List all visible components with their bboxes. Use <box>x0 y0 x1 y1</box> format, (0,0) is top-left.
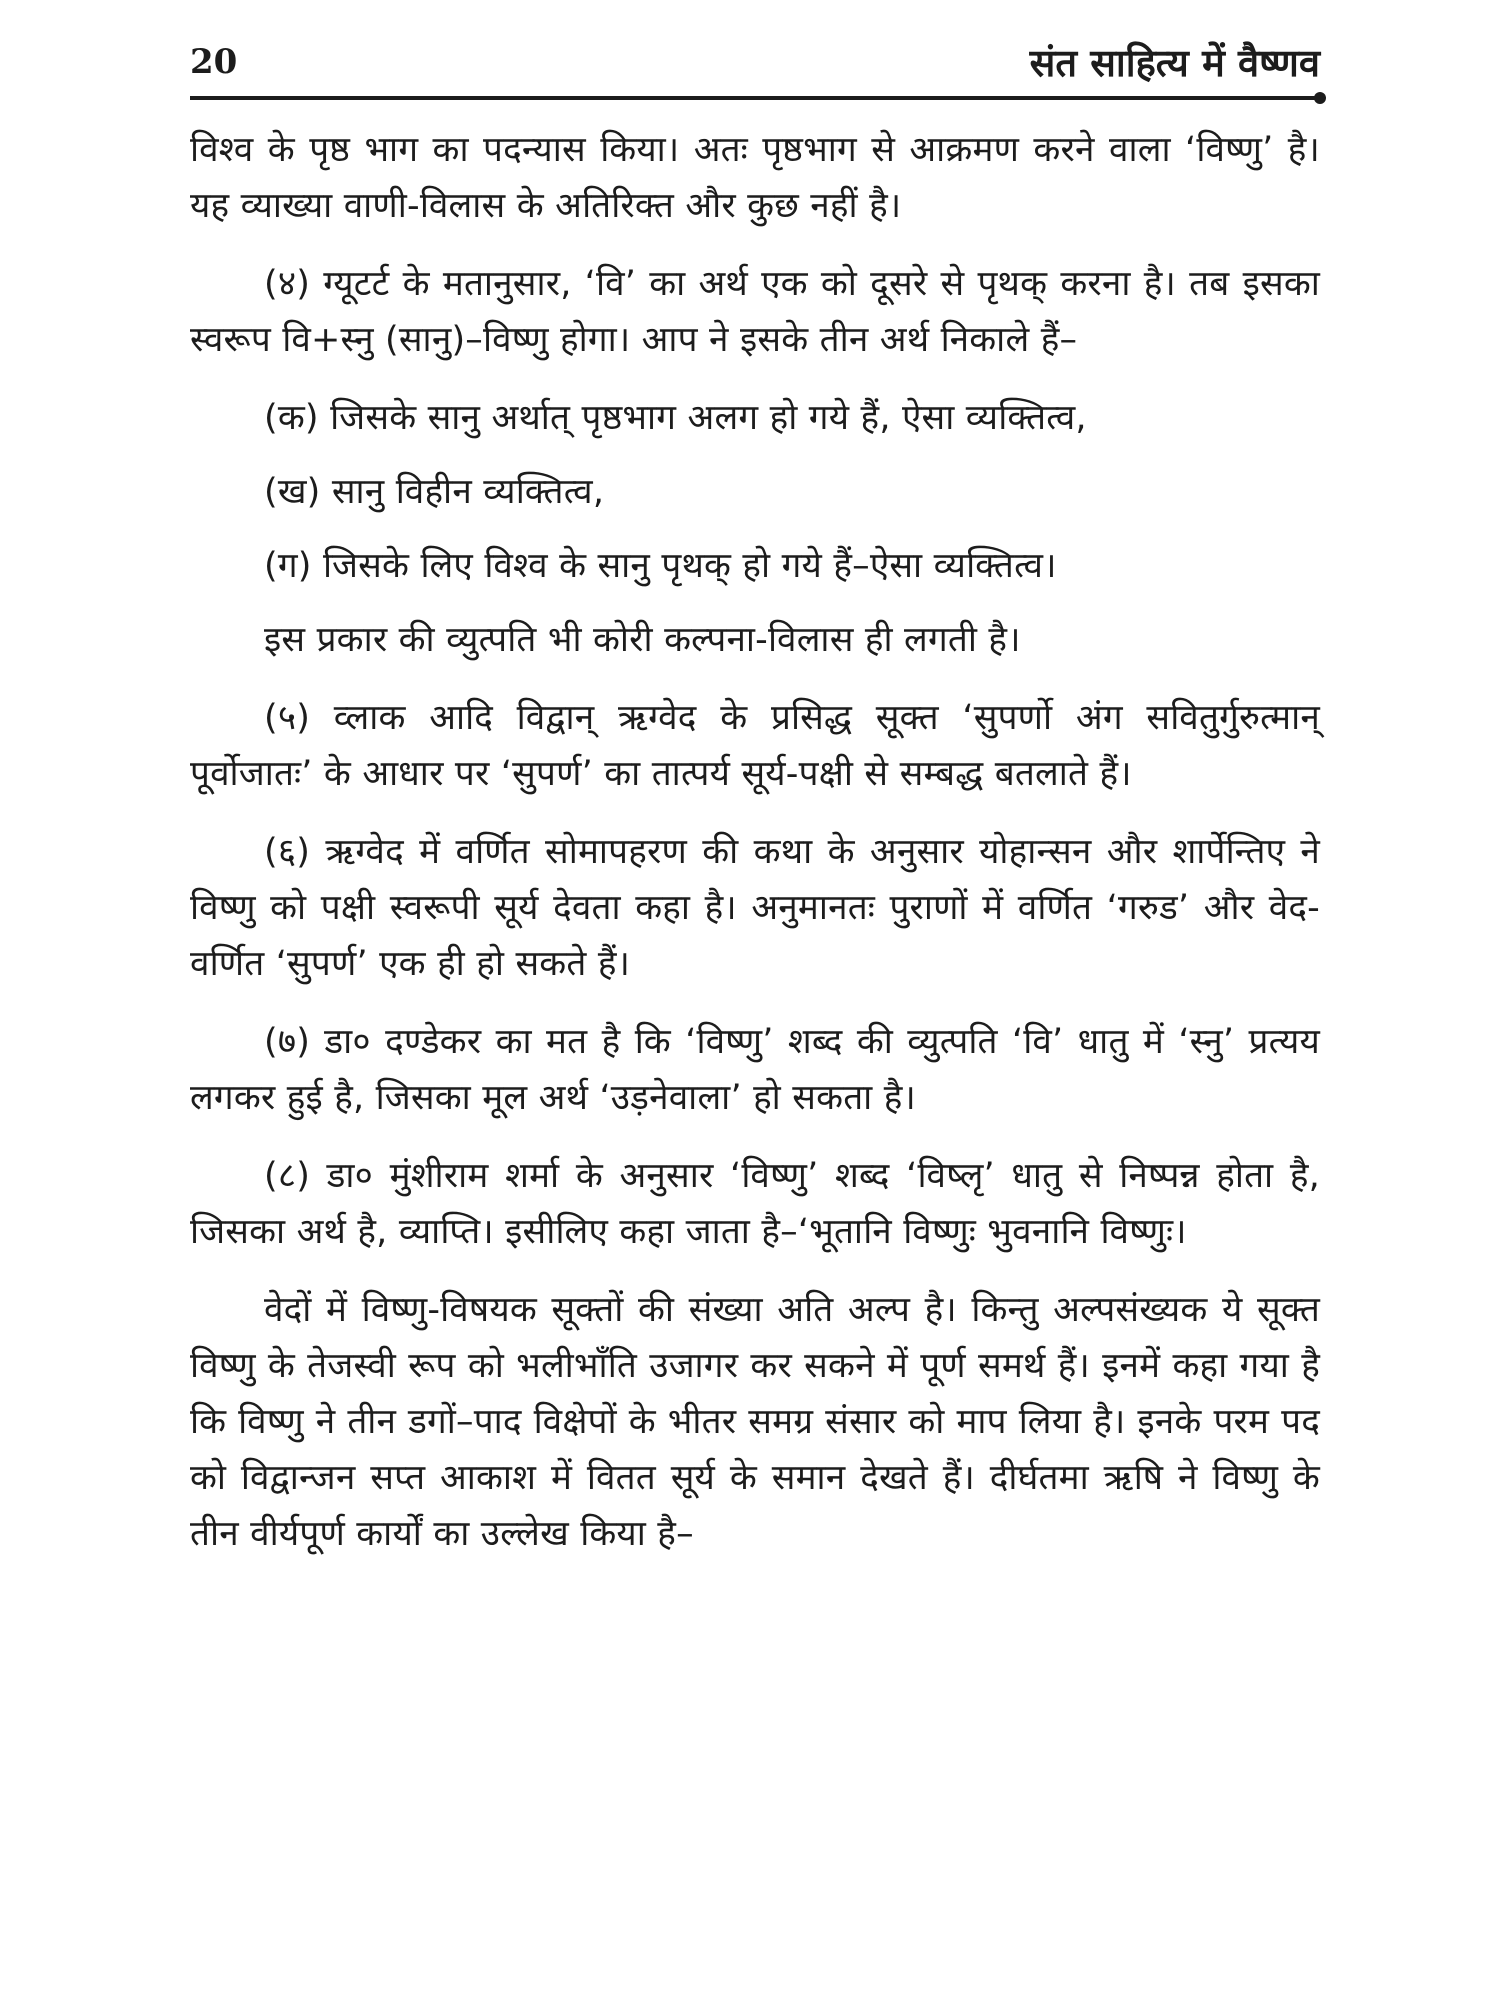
paragraph-meaning-kha: (ख) सानु विहीन व्यक्तित्व, <box>264 472 605 512</box>
body-text <box>190 122 1320 1584</box>
page-header <box>190 36 1320 96</box>
header-rule <box>190 96 1320 100</box>
paragraph-point-6: (६) ऋग्वेद में वर्णित सोमापहरण की कथा के अनुसार योहान्सन और शार्पेन्तिए ने विष्णु को पक्षी स्वरूपी सूर्य देवता कहा है। अनुमानतः पुराणों में वर्णित ‘गरुड’ और वेद-वर्णित ‘सुपर्ण’ एक ही हो सकते हैं। <box>190 832 1320 984</box>
page-number: 20 <box>190 42 238 82</box>
paragraph-etymology-remark: इस प्रकार की व्युत्पति भी कोरी कल्पना-विलास ही लगती है। <box>264 620 1021 660</box>
paragraph-point-5: (५) व्लाक आदि विद्वान् ऋग्वेद के प्रसिद्ध सूक्त ‘सुपर्णो अंग सवितुर्गुरुत्मान् पूर्वोजातः’ के आधार पर ‘सुपर्ण’ का तात्पर्य सूर्य-पक्षी से सम्बद्ध बतलाते हैं। <box>190 698 1320 794</box>
paragraph-meaning-ka: (क) जिसके सानु अर्थात् पृष्ठभाग अलग हो गये हैं, ऐसा व्यक्तित्व, <box>264 398 1087 438</box>
paragraph-meaning-ga: (ग) जिसके लिए विश्व के सानु पृथक् हो गये हैं–ऐसा व्यक्तित्व। <box>264 546 1057 586</box>
paragraph-point-7: (७) डा० दण्डेकर का मत है कि ‘विष्णु’ शब्द की व्युत्पति ‘वि’ धातु में ‘स्नु’ प्रत्यय लगकर हुई है, जिसका मूल अर्थ ‘उड़नेवाला’ हो सकता है। <box>190 1022 1320 1118</box>
paragraph-vedic-hymns: वेदों में विष्णु-विषयक सूक्तों की संख्या अति अल्प है। किन्तु अल्पसंख्यक ये सूक्त विष्णु के तेजस्वी रूप को भलीभाँति उजागर कर सकने में पूर्ण समर्थ हैं। इनमें कहा गया है कि विष्णु ने तीन डगों–पाद विक्षेपों के भीतर समग्र संसार को माप लिया है। इनके परम पद को विद्वान्जन सप्त आकाश में वितत सूर्य के समान देखते हैं। दीर्घतमा ऋषि ने विष्णु के तीन वीर्यपूर्ण कार्यों का उल्लेख किया है– <box>190 1290 1320 1554</box>
header-rule-end-dot <box>1314 92 1326 104</box>
paragraph-point-8: (८) डा० मुंशीराम शर्मा के अनुसार ‘विष्णु’ शब्द ‘विष्लृ’ धातु से निष्पन्न होता है, जिसका अर्थ है, व्याप्ति। इसीलिए कहा जाता है–‘भूतानि विष्णुः भुवनानि विष्णुः। <box>190 1156 1320 1252</box>
paragraph-continuation: विश्व के पृष्ठ भाग का पदन्यास किया। अतः पृष्ठभाग से आक्रमण करने वाला ‘विष्णु’ है। यह व्याख्या वाणी-विलास के अतिरिक्त और कुछ नहीं है। <box>190 130 1320 226</box>
paragraph-point-4: (४) ग्यूटर्ट के मतानुसार, ‘वि’ का अर्थ एक को दूसरे से पृथक् करना है। तब इसका स्वरूप वि+स्नु (सानु)–विष्णु होगा। आप ने इसके तीन अर्थ निकाले हैं– <box>190 264 1320 360</box>
running-title: संत साहित्य में वैष्णव <box>1029 41 1320 85</box>
